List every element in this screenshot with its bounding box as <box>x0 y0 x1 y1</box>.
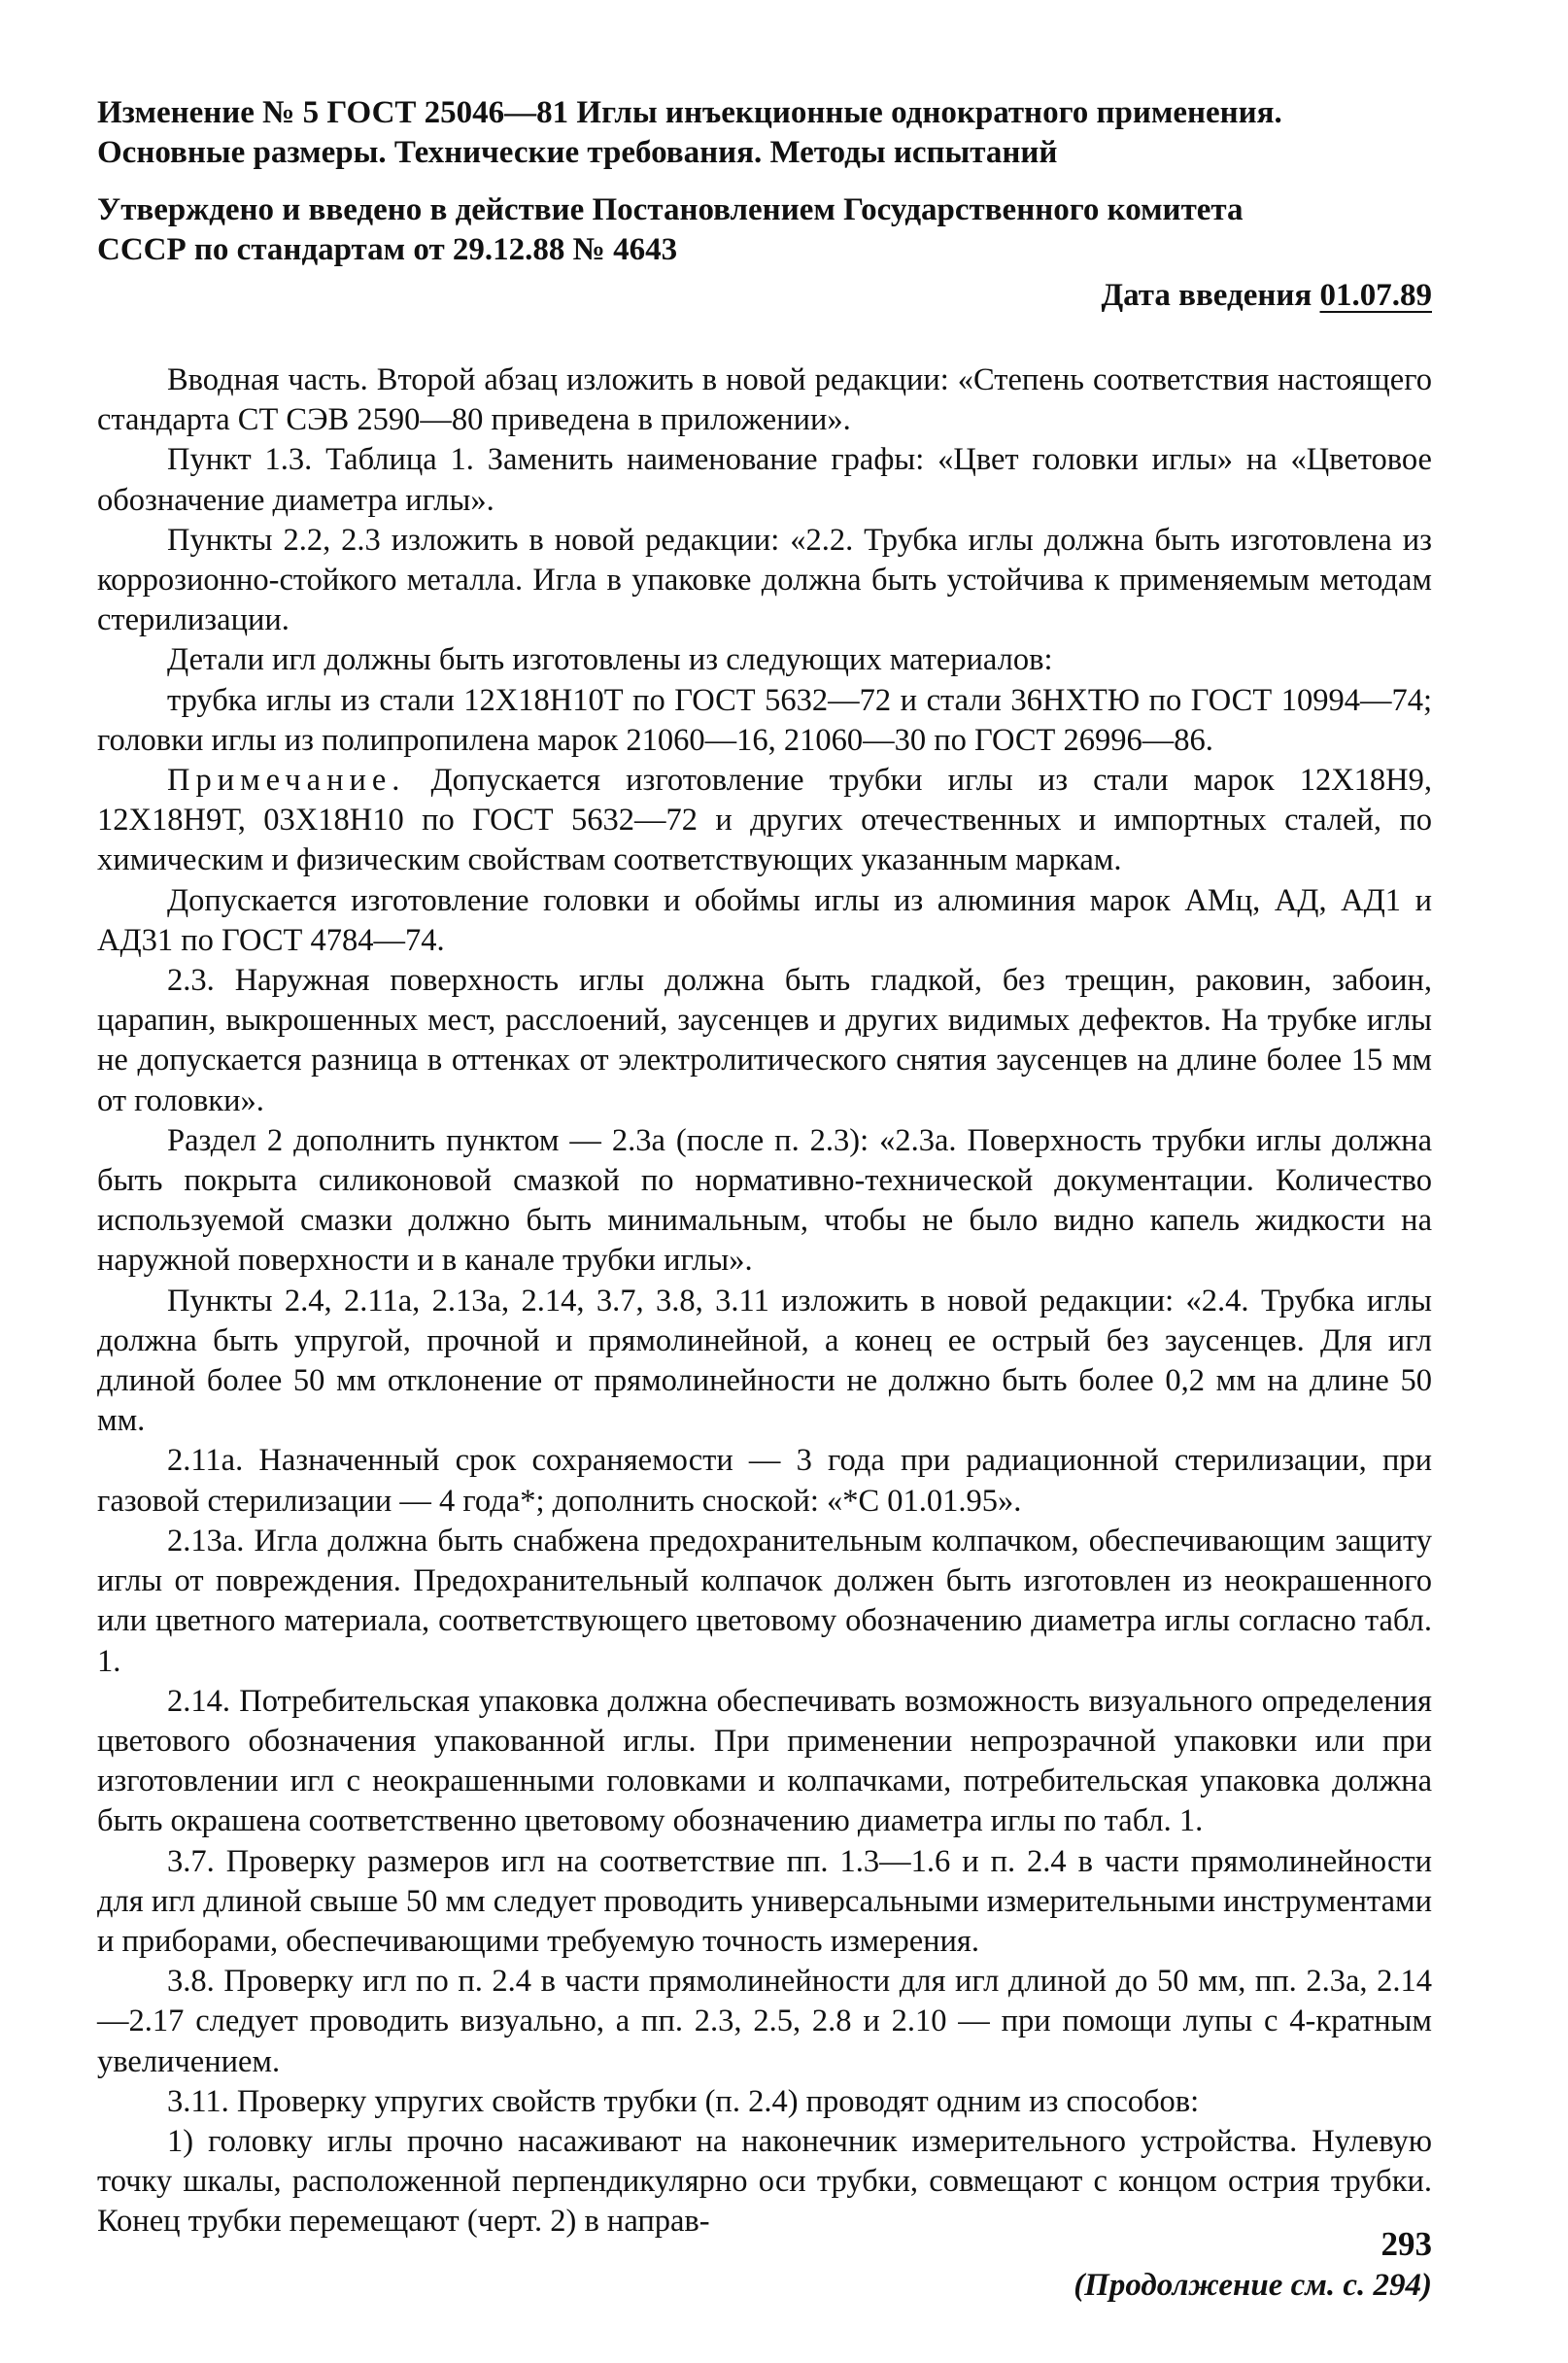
page-number: 293 <box>1381 2225 1432 2263</box>
paragraph: 2.13а. Игла должна быть снабжена предохранительным колпачком, обеспечивающим защиту иглы от повреждения. Предохранительный колпачок должен быть изготовлен из неокрашенного или цветного материала, соответствующего цветовому обозначению диаметра иглы согласно табл. 1. <box>97 1523 1432 1679</box>
paragraph: 3.7. Проверку размеров игл на соответствие пп. 1.3—1.6 и п. 2.4 в части прямолинейности для игл длиной свыше 50 мм следует проводить универсальными измерительными инструментами и приборами, обеспечивающими требуемую точность измерения. <box>97 1843 1432 1959</box>
amendment-title <box>97 93 1432 173</box>
paragraph: Раздел 2 дополнить пунктом — 2.3а (после п. 2.3): «2.3а. Поверхность трубки иглы должна быть покрыта силиконовой смазкой по нормативно-технической документации. Количество используемой смазки должно быть минимальным, чтобы не было видно капель жидкости на наружной поверхности и в канале трубки иглы». <box>97 1122 1432 1279</box>
paragraph: Пункт 1.3. Таблица 1. Заменить наименование графы: «Цвет головки иглы» на «Цветовое обозначение диаметра иглы». <box>97 442 1432 518</box>
paragraph: 2.11а. Назначенный срок сохраняемости — 3 года при радиационной стерилизации, при газовой стерилизации — 4 года*; дополнить сноской: «*С 01.01.95». <box>97 1443 1432 1519</box>
effective-date-label: Дата введения <box>1101 278 1312 313</box>
paragraph: 3.8. Проверку игл по п. 2.4 в части прямолинейности для игл длиной до 50 мм, пп. 2.3а, 2.14—2.17 следует проводить визуально, а пп. 2.3, 2.5, 2.8 и 2.10 — при помощи лупы с 4-кратным увеличением. <box>97 1964 1432 2079</box>
paragraph: 3.11. Проверку упругих свойств трубки (п. 2.4) проводят одним из способов: <box>167 2083 1200 2119</box>
paragraph: Детали игл должны быть изготовлены из следующих материалов: <box>167 642 1053 678</box>
title-line-1: Изменение № 5 ГОСТ 25046—81 Иглы инъекционные однократного применения. <box>97 95 1282 130</box>
approval-statement <box>97 190 1432 270</box>
paragraph: Пункты 2.4, 2.11а, 2.13а, 2.14, 3.7, 3.8, 3.11 изложить в новой редакции: «2.4. Трубка иглы должна быть упругой, прочной и прямолинейной, а конец ее острый без заусенцев. Для игл длиной более 50 мм отклонение от прямолинейности не должно быть более 0,2 мм на длине 50 мм. <box>97 1283 1432 1439</box>
approval-line-2: СССР по стандартам от 29.12.88 № 4643 <box>97 232 678 267</box>
approval-line-1: Утверждено и введено в действие Постановлением Государственного комитета <box>97 192 1244 227</box>
paragraph: 1) головку иглы прочно насаживают на наконечник измерительного устройства. Нулевую точку шкалы, расположенной перпендикулярно оси трубки, совмещают с концом острия трубки. Конец трубки перемещают (черт. 2) в направ- <box>97 2123 1432 2240</box>
paragraph: трубка иглы из стали 12Х18Н10Т по ГОСТ 5632—72 и стали 36НХТЮ по ГОСТ 10994—74; головки иглы из полипропилена марок 21060—16, 21060—30 по ГОСТ 26996—86. <box>97 682 1432 758</box>
paragraph: Пункты 2.2, 2.3 изложить в новой редакции: «2.2. Трубка иглы должна быть изготовлена из коррозионно-стойкого металла. Игла в упаковке должна быть устойчива к применяемым методам стерилизации. <box>97 522 1432 638</box>
effective-date-line <box>97 276 1432 316</box>
note-label: Примечание. <box>167 763 406 799</box>
effective-date: 01.07.89 <box>1319 278 1432 313</box>
paragraph: Вводная часть. Второй абзац изложить в новой редакции: «Степень соответствия настоящего стандарта СТ СЭВ 2590—80 приведена в приложении». <box>97 362 1432 438</box>
document-body <box>97 360 1432 2243</box>
note-text: Допускается изготовление трубки иглы из стали марок 12Х18Н9, 12Х18Н9Т, 03Х18Н10 по ГОСТ 5632—72 и других отечественных и импортных сталей, по химическим и физическим свойствам соответствующих указанным маркам. <box>97 763 1433 878</box>
paragraph: 2.3. Наружная поверхность иглы должна быть гладкой, без трещин, раковин, забоин, царапин, выкрошенных мест, расслоений, заусенцев и других видимых дефектов. На трубке иглы не допускается разница в оттенках от электролитического снятия заусенцев на длине более 15 мм от головки». <box>97 963 1432 1118</box>
continuation-note: (Продолжение см. с. 294) <box>1074 2267 1432 2303</box>
title-line-2: Основные размеры. Технические требования. Методы испытаний <box>97 135 1058 170</box>
note-paragraph <box>97 761 1432 881</box>
paragraph: Допускается изготовление головки и обоймы иглы из алюминия марок АМц, АД, АД1 и АД31 по ГОСТ 4784—74. <box>97 882 1432 958</box>
document-header <box>97 93 1432 316</box>
paragraph: 2.14. Потребительская упаковка должна обеспечивать возможность визуального определения цветового обозначения упакованной иглы. При применении непрозрачной упаковки или при изготовлении игл с неокрашенными головками и колпачками, потребительская упаковка должна быть окрашена соответственно цветовому обозначению диаметра иглы по табл. 1. <box>97 1683 1432 1839</box>
